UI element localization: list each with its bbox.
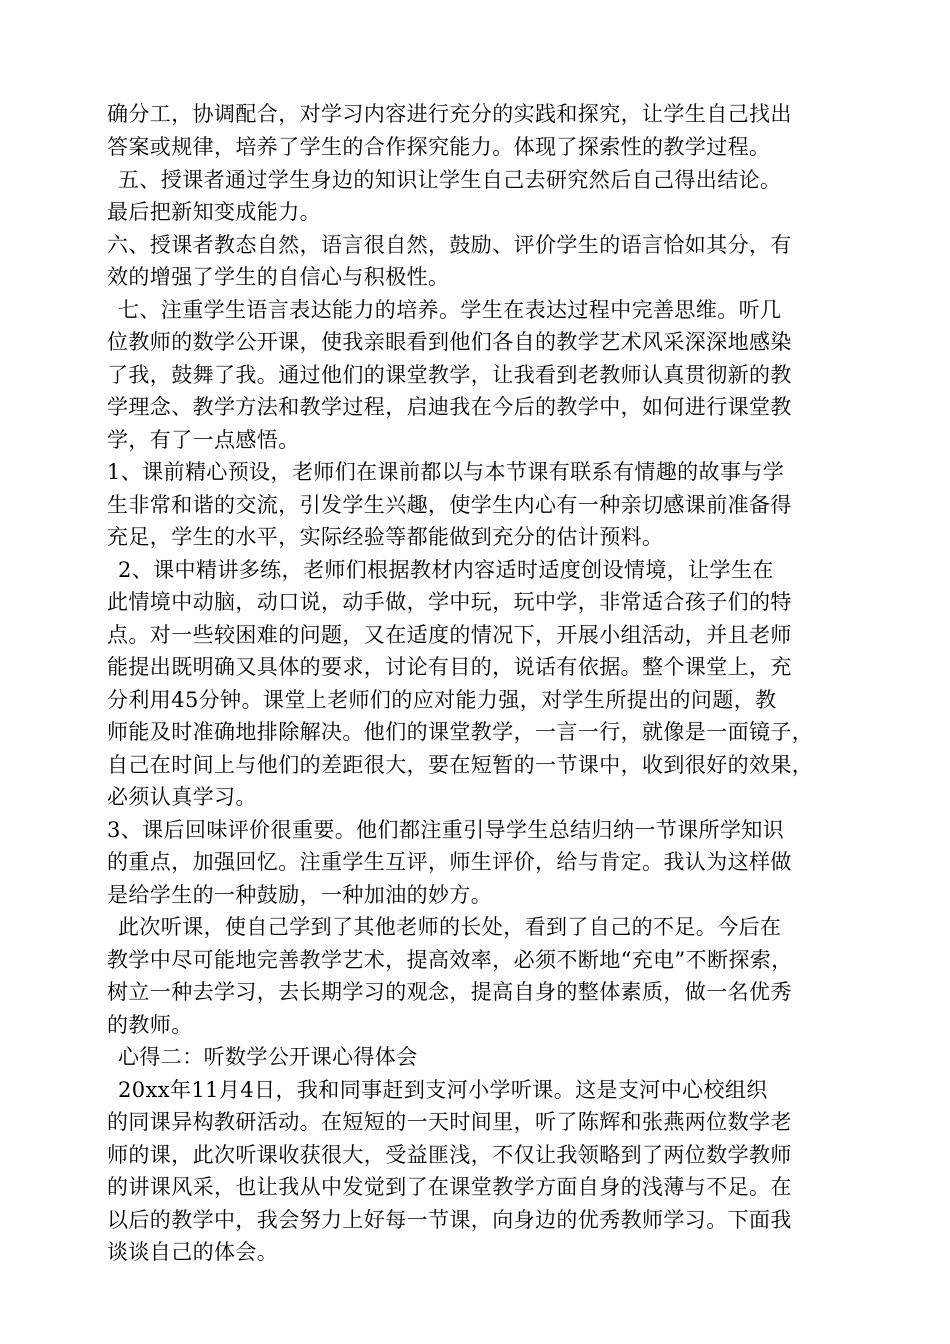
text-line: 必须认真学习。 (107, 785, 257, 809)
text-line: 师的课，此次听课收获很大，受益匪浅，不仅让我领略到了两位数学教师 (107, 1143, 792, 1167)
text-line: 教学中尽可能地完善教学艺术，提高效率，必须不断地“充电”不断探索， (107, 948, 793, 972)
text-line: 确分工，协调配合，对学习内容进行充分的实践和探究，让学生自己找出 (107, 102, 792, 126)
text-line: 此情境中动脑，动口说，动手做，学中玩，玩中学，非常适合孩子们的特 (107, 590, 792, 614)
text-line: 1、课前精心预设，老师们在课前都以与本节课有联系有情趣的故事与学 (107, 460, 785, 484)
text-line: 是给学生的一种鼓励，一种加油的妙方。 (107, 883, 493, 907)
text-line: 五、授课者通过学生身边的知识让学生自己去研究然后自己得出结论。 (118, 168, 782, 192)
text-line: 的同课异构教研活动。在短短的一天时间里，听了陈辉和张燕两位数学老 (107, 1110, 792, 1134)
text-line: 分利用45分钟。课堂上老师们的应对能力强，对学生所提出的问题，教 (107, 688, 777, 712)
text-line: 2、课中精讲多练，老师们根据教材内容适时适度创设情境，让学生在 (118, 558, 774, 582)
text-line: 了我，鼓舞了我。通过他们的课堂教学，让我看到老教师认真贯彻新的教 (107, 363, 792, 387)
text-line: 最后把新知变成能力。 (107, 200, 321, 224)
text-line: 学，有了一点感悟。 (107, 428, 300, 452)
text-line: 生非常和谐的交流，引发学生兴趣，使学生内心有一种亲切感课前准备得 (107, 493, 792, 517)
text-line: 的讲课风采，也让我从中发觉到了在课堂教学方面自身的浅薄与不足。在 (107, 1175, 792, 1199)
text-line: 的教师。 (107, 1013, 193, 1037)
text-line: 树立一种去学习，去长期学习的观念，提高自身的整体素质，做一名优秀 (107, 980, 792, 1004)
text-line: 六、授课者教态自然，语言很自然，鼓励、评价学生的语言恰如其分，有 (107, 233, 792, 257)
text-line: 位教师的数学公开课，使我亲眼看到他们各自的教学艺术风采深深地感染 (107, 330, 792, 354)
text-line: 20xx年11月4日，我和同事赶到支河小学听课。这是支河中心校组织 (118, 1078, 768, 1102)
text-line: 自己在时间上与他们的差距很大，要在短暂的一节课中，收到很好的效果， (107, 753, 814, 777)
text-line: 学理念、教学方法和教学过程，启迪我在今后的教学中，如何进行课堂教 (107, 395, 792, 419)
text-line: 能提出既明确又具体的要求，讨论有目的，说话有依据。整个课堂上，充 (107, 655, 792, 679)
text-line: 七、注重学生语言表达能力的培养。学生在表达过程中完善思维。听几 (118, 298, 782, 322)
text-line: 点。对一些较困难的问题，又在适度的情况下，开展小组活动，并且老师 (107, 623, 792, 647)
text-line: 3、课后回味评价很重要。他们都注重引导学生总结归纳一节课所学知识 (107, 818, 785, 842)
text-line: 答案或规律，培养了学生的合作探究能力。体现了探索性的教学过程。 (107, 135, 771, 159)
section-heading: 心得二：听数学公开课心得体会 (118, 1045, 418, 1069)
text-line: 以后的教学中，我会努力上好每一节课，向身边的优秀教师学习。下面我 (107, 1208, 792, 1232)
text-line: 师能及时准确地排除解决。他们的课堂教学，一言一行，就像是一面镜子， (107, 720, 814, 744)
text-line: 效的增强了学生的自信心与积极性。 (107, 265, 450, 289)
text-line: 充足，学生的水平，实际经验等都能做到充分的估计预料。 (107, 525, 664, 549)
text-line: 谈谈自己的体会。 (107, 1240, 279, 1264)
text-line: 此次听课，使自己学到了其他老师的长处，看到了自己的不足。今后在 (118, 915, 782, 939)
text-line: 的重点，加强回忆。注重学生互评，师生评价，给与肯定。我认为这样做 (107, 850, 792, 874)
